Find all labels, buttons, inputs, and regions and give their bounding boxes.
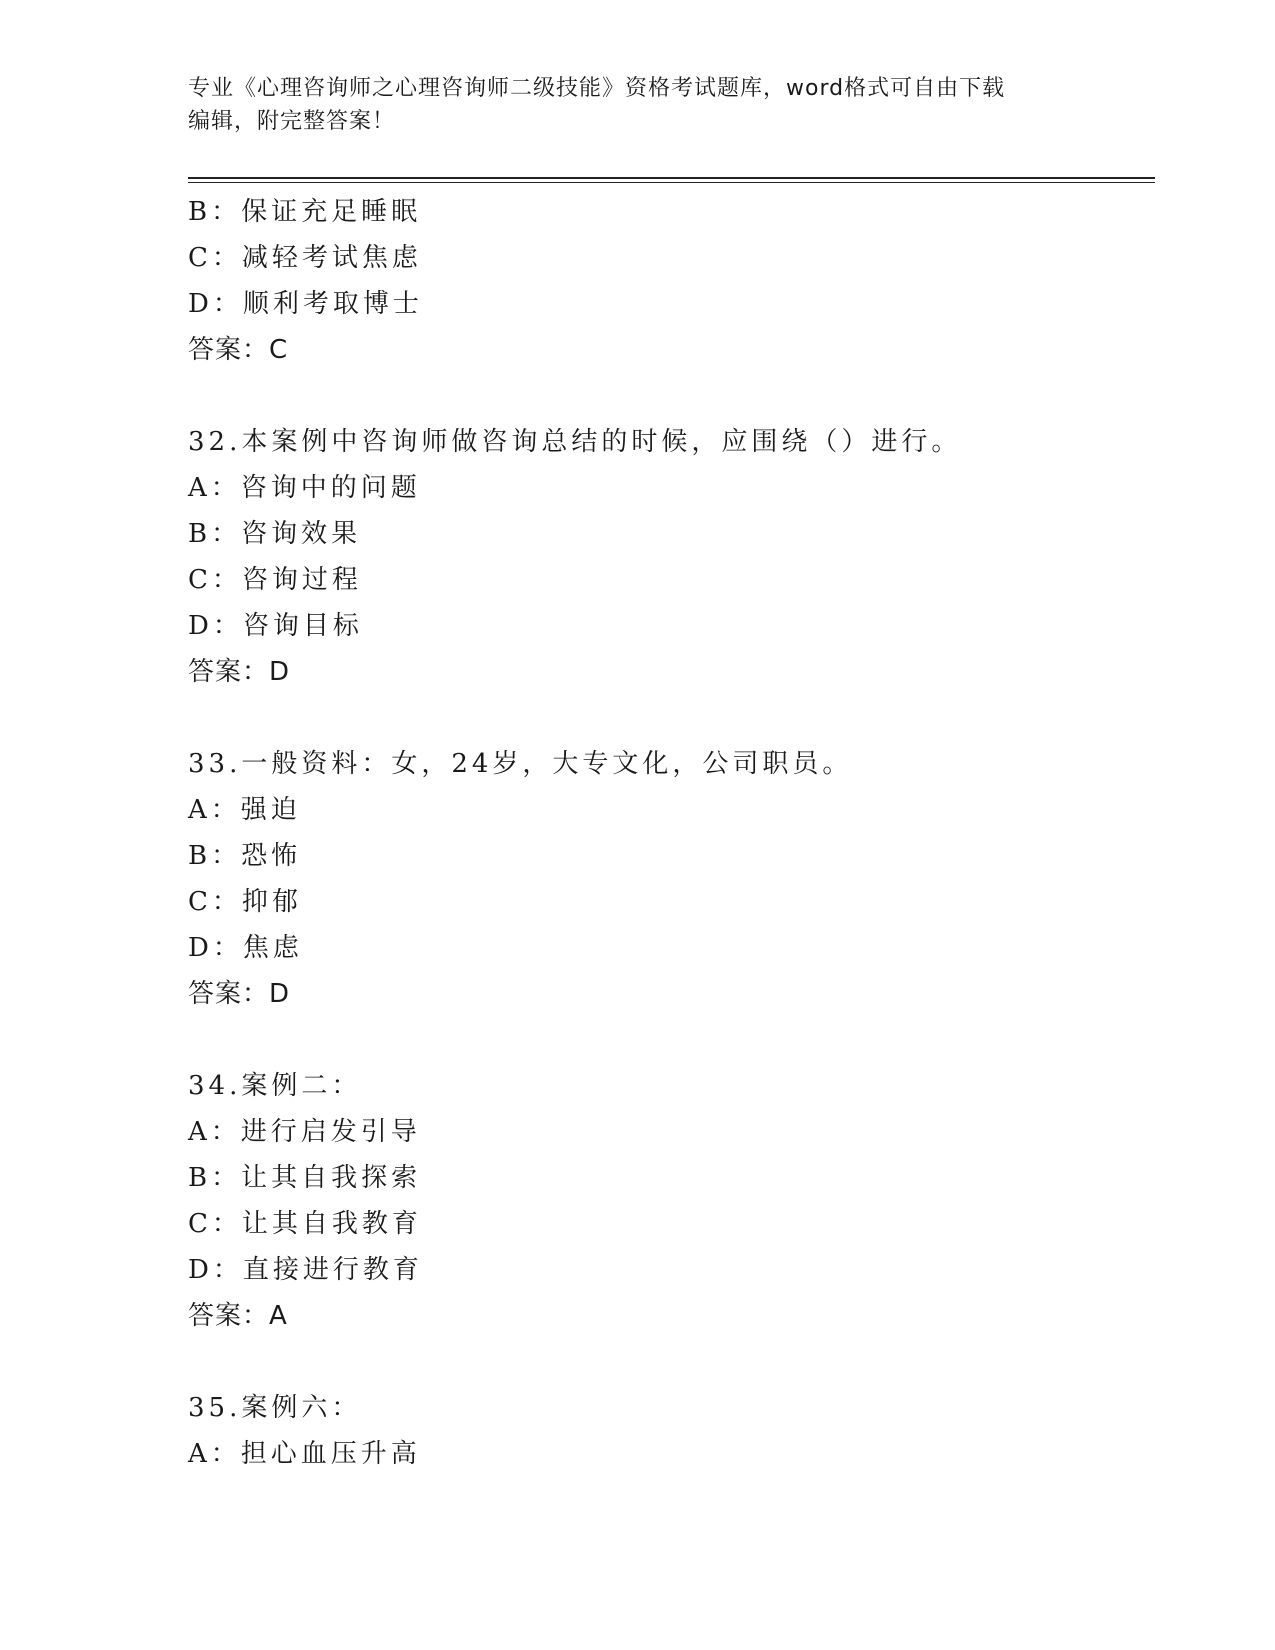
option-item: D：直接进行教育 xyxy=(188,1255,423,1285)
answer-line: 答案：A xyxy=(188,1301,288,1331)
document-header xyxy=(188,72,1068,138)
answer-line: 答案：D xyxy=(188,657,291,687)
header-line-1: 专业《心理咨询师之心理咨询师二级技能》资格考试题库，word格式可自由下载 xyxy=(188,76,1006,101)
answer-line: 答案：D xyxy=(188,979,291,1009)
option-item: C：让其自我教育 xyxy=(188,1209,422,1239)
option-item: A：咨询中的问题 xyxy=(188,473,421,503)
option-item: A：担心血压升高 xyxy=(188,1439,421,1469)
option-item: A：进行启发引导 xyxy=(188,1117,421,1147)
option-item: C：咨询过程 xyxy=(188,565,362,595)
option-item: D：顺利考取博士 xyxy=(188,289,423,319)
option-item: D：焦虑 xyxy=(188,933,303,963)
question-stem: 32.本案例中咨询师做咨询总结的时候，应围绕（）进行。 xyxy=(188,427,962,457)
option-item: A：强迫 xyxy=(188,795,301,825)
option-item: D：咨询目标 xyxy=(188,611,363,641)
question-stem: 34.案例二： xyxy=(188,1071,362,1101)
option-item: C：抑郁 xyxy=(188,887,302,917)
option-item: B：咨询效果 xyxy=(188,519,362,549)
option-item: C：减轻考试焦虑 xyxy=(188,243,422,273)
question-stem: 33.一般资料：女，24岁，大专文化，公司职员。 xyxy=(188,749,853,779)
option-item: B：恐怖 xyxy=(188,841,302,871)
header-divider-thin xyxy=(188,182,1155,183)
header-line-2: 编辑，附完整答案！ xyxy=(188,109,396,134)
question-stem: 35.案例六： xyxy=(188,1393,362,1423)
option-item: B：保证充足睡眠 xyxy=(188,197,422,227)
question-list xyxy=(188,189,1148,1477)
option-item: B：让其自我探索 xyxy=(188,1163,422,1193)
answer-line: 答案：C xyxy=(188,335,289,365)
header-divider-thick xyxy=(188,177,1155,179)
